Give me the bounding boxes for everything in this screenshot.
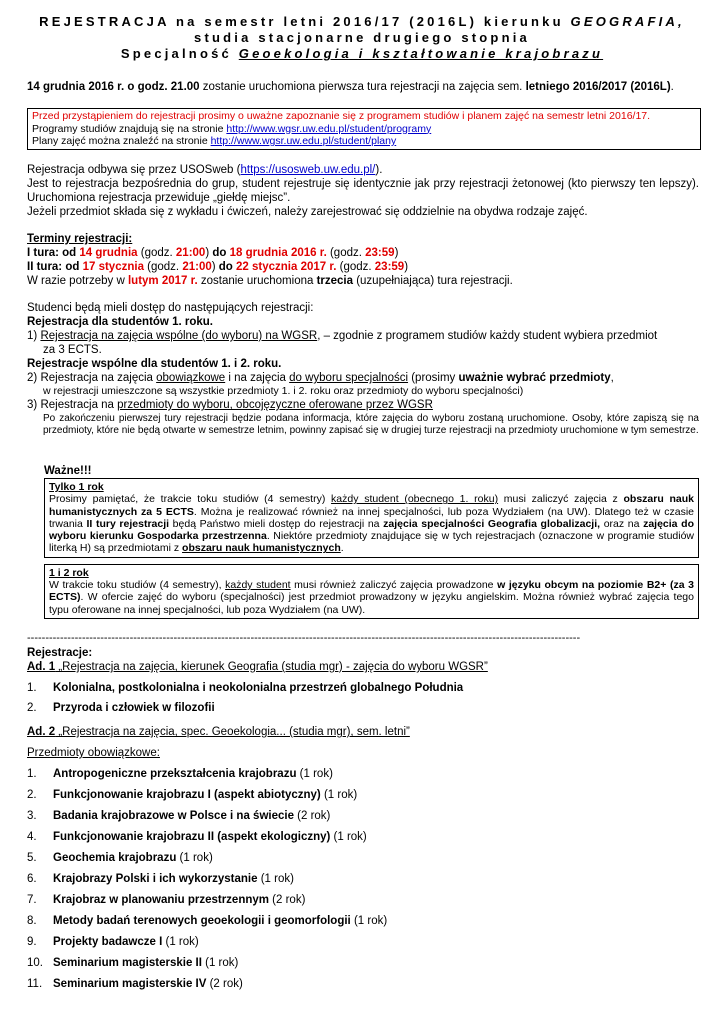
course-list-item bbox=[27, 977, 699, 991]
course-name: Seminarium magisterskie II bbox=[53, 957, 202, 969]
plans-line: Plany zajęć można znaleźć na stronie http://www.wgsr.uw.edu.pl/student/plany bbox=[32, 135, 397, 147]
course-name: Seminarium magisterskie IV bbox=[53, 978, 207, 990]
term-third: W razie potrzeby w lutym 2017 r. zostanie uruchomiona trzecia (uzupełniająca) tura rejestracji. bbox=[27, 275, 513, 287]
course-number: 8. bbox=[27, 915, 37, 927]
access-item-1-cont: za 3 ECTS. bbox=[43, 344, 102, 356]
course-list-item bbox=[27, 851, 699, 865]
course-name: Krajobraz w planowaniu przestrzennym bbox=[53, 894, 269, 906]
course-year: (1 rok) bbox=[257, 873, 294, 885]
course-year: (1 rok) bbox=[201, 957, 239, 969]
plans-link[interactable]: http://www.wgsr.uw.edu.pl/student/plany bbox=[210, 135, 397, 147]
course-list-item bbox=[27, 788, 699, 802]
usos-line: Rejestracja odbywa się przez USOSweb (https://usosweb.uw.edu.pl/). bbox=[27, 164, 383, 176]
access-intro: Studenci będą mieli dostęp do następujących rejestracji: bbox=[27, 302, 314, 314]
course-title bbox=[53, 851, 213, 865]
course-number: 9. bbox=[27, 936, 37, 948]
course-title bbox=[53, 681, 463, 695]
course-number: 4. bbox=[27, 831, 37, 843]
course-name: Metody badań terenowych geoekologii i geomorfologii bbox=[53, 915, 351, 927]
course-year: (1 rok) bbox=[320, 789, 358, 801]
course-name: Badania krajobrazowe w Polsce i na świecie bbox=[53, 810, 294, 822]
course-year: (1 rok) bbox=[176, 852, 213, 864]
registration-section bbox=[27, 646, 699, 998]
programs-line: Programy studiów znajdują się na stronie http://www.wgsr.uw.edu.pl/student/programy bbox=[32, 122, 432, 135]
course-title bbox=[53, 830, 367, 844]
box-2-text: W trakcie toku studiów (4 semestry), każdy student musi również zaliczyć zajęcia prowadzone w języku obcym na poziomie B2+ (za 3 ECTS). W ofercie zajęć do wyboru (specjalności) jest przedmiot prowadzony w języku angielskim. Można również wybrać zajęcia tego typu oferowane na innej specjalności, lub poza Wydziałem (na UW). bbox=[49, 579, 694, 616]
course-title bbox=[53, 872, 294, 886]
course-year: (2 rok) bbox=[268, 894, 306, 906]
course-year: (2 rok) bbox=[206, 978, 243, 990]
course-year: (2 rok) bbox=[293, 810, 331, 822]
course-list-item bbox=[27, 872, 699, 886]
course-title bbox=[53, 701, 215, 715]
access-heading-1: Rejestracja dla studentów 1. roku. bbox=[27, 316, 213, 328]
course-name: Funkcjonowanie krajobrazu II (aspekt ekologiczny) bbox=[53, 831, 331, 843]
notice-box bbox=[27, 108, 701, 150]
course-name: Przyroda i człowiek w filozofii bbox=[53, 702, 215, 714]
course-number: 3. bbox=[27, 810, 37, 822]
course-name: Funkcjonowanie krajobrazu I (aspekt abiotyczny) bbox=[53, 789, 321, 801]
course-number: 5. bbox=[27, 852, 37, 864]
notice-red-line: Przed przystąpieniem do rejestracji prosimy o uważne zapoznanie się z programem studiów i planem zajęć na semestr letni 2016/17. bbox=[32, 110, 651, 122]
course-year: (1 rok) bbox=[350, 915, 388, 927]
course-year: (1 rok) bbox=[162, 936, 199, 948]
box-1-text: Prosimy pamiętać, że trakcie toku studiów (4 semestry) każdy student (obecnego 1. roku) musi zaliczyć zajęcia z obszaru nauk humanistycznych za 5 ECTS. Można je realizować również na innej specjalności, lub poza Wydziałem (na UW). Dlatego też w czasie trwania II tury rejestracji będą Państwo mieli dostęp do rejestracji na zajęcia specjalności Geografia globalizacji, oraz na zajęcia do wyboru kierunku Gospodarka przestrzenna. Niektóre przedmioty znajdujące się w tych rejestracjach (oznaczone w programie studiów literką H) są przedmiotami z obszaru nauk humanistycznych. bbox=[49, 493, 695, 555]
important-heading: Ważne!!! bbox=[44, 465, 92, 477]
ad1-course-list bbox=[27, 681, 699, 715]
course-title bbox=[53, 767, 333, 781]
title-line-1: REJESTRACJA na semestr letni 2016/17 (2016L) kierunku GEOGRAFIA, bbox=[39, 14, 685, 29]
title-line-2: studia stacjonarne drugiego stopnia bbox=[194, 30, 530, 45]
access-section bbox=[27, 301, 699, 436]
term-first: I tura: od 14 grudnia (godz. 21:00) do 18 grudnia 2016 r. (godz. 23:59) bbox=[27, 247, 399, 259]
course-name: Geochemia krajobrazu bbox=[53, 852, 177, 864]
course-title bbox=[53, 809, 330, 823]
course-year: (1 rok) bbox=[296, 768, 333, 780]
course-title bbox=[53, 935, 199, 949]
course-list-item bbox=[27, 935, 699, 949]
course-title bbox=[53, 956, 238, 970]
course-list-item bbox=[27, 767, 699, 781]
terms-section bbox=[27, 232, 699, 288]
usos-note: Jeżeli przedmiot składa się z wykładu i ćwiczeń, należy zarejestrować się oddzielnie na obydwa rodzaje zajęć. bbox=[27, 206, 588, 218]
course-name: Krajobrazy Polski i ich wykorzystanie bbox=[53, 873, 258, 885]
access-item-1: 1) Rejestracja na zajęcia wspólne (do wyboru) na WGSR, – zgodnie z programem studiów każdy student wybiera przedmiot bbox=[27, 330, 658, 342]
course-number: 10. bbox=[27, 957, 43, 969]
separator-line: ------------------------------------------------------------------------------------------------------------------------------------------------------- bbox=[27, 632, 581, 644]
important-section bbox=[44, 464, 699, 619]
usos-section bbox=[27, 163, 699, 219]
course-number: 2. bbox=[27, 789, 37, 801]
course-name: Antropogeniczne przekształcenia krajobrazu bbox=[53, 768, 297, 780]
course-list-item bbox=[27, 893, 699, 907]
access-item-2-note: w rejestracji umieszczone są wszystkie przedmioty 1. i 2. roku oraz przedmioty do wyboru specjalności) bbox=[43, 385, 524, 397]
document-title bbox=[0, 0, 724, 62]
usos-description: Jest to rejestracja bezpośrednia do grup, student rejestruje się identycznie jak przy rejestracji żetonowej (kto pierwszy ten lepszy). Uruchomiona rejestracja przewiduje „giełdę miejsc”. bbox=[27, 178, 699, 204]
course-list-item bbox=[27, 681, 699, 695]
course-title bbox=[53, 977, 243, 991]
course-list-item bbox=[27, 701, 699, 715]
course-list-item bbox=[27, 809, 699, 823]
course-number: 1. bbox=[27, 768, 37, 780]
usosweb-link[interactable]: https://usosweb.uw.edu.pl/ bbox=[240, 164, 376, 176]
course-title bbox=[53, 914, 387, 928]
access-item-3: 3) Rejestracja na przedmioty do wyboru, obcojęzyczne oferowane przez WGSR bbox=[27, 399, 433, 411]
course-year: (1 rok) bbox=[330, 831, 367, 843]
mandatory-label: Przedmioty obowiązkowe: bbox=[27, 747, 160, 759]
intro-paragraph: 14 grudnia 2016 r. o godz. 21.00 zostanie uruchomiona pierwsza tura rejestracji na zajęcia sem. letniego 2016/2017 (2016L). bbox=[27, 81, 674, 93]
box-2-title: 1 i 2 rok bbox=[49, 566, 89, 579]
ad2-heading: Ad. 2 „Rejestracja na zajęcia, spec. Geoekologia... (studia mgr), sem. letni” bbox=[27, 726, 410, 738]
course-title bbox=[53, 788, 357, 802]
programs-link[interactable]: http://www.wgsr.uw.edu.pl/student/programy bbox=[226, 122, 432, 135]
course-list-item bbox=[27, 914, 699, 928]
important-box-2 bbox=[44, 564, 699, 619]
ad1-heading: Ad. 1 „Rejestracja na zajęcia, kierunek Geografia (studia mgr) - zajęcia do wyboru WGSR” bbox=[27, 661, 488, 673]
ad2-course-list bbox=[27, 767, 699, 991]
course-list-item bbox=[27, 956, 699, 970]
access-heading-2: Rejestracje wspólne dla studentów 1. i 2. roku. bbox=[27, 358, 282, 370]
important-box-1 bbox=[44, 478, 699, 558]
course-number: 6. bbox=[27, 873, 37, 885]
registration-heading: Rejestracje: bbox=[27, 647, 93, 659]
course-name: Kolonialna, postkolonialna i neokolonialna przestrzeń globalnego Południa bbox=[53, 682, 464, 694]
course-number: 11. bbox=[27, 978, 43, 990]
course-title bbox=[53, 893, 305, 907]
access-item-2: 2) Rejestracja na zajęcia obowiązkowe i na zajęcia do wyboru specjalności (prosimy uważnie wybrać przedmioty, bbox=[27, 372, 614, 384]
course-number: 7. bbox=[27, 894, 37, 906]
access-item-3-note: Po zakończeniu pierwszej tury rejestracji będzie podana informacja, które zajęcia do wyboru zostaną uruchomione. Osoby, które zapiszą się na przedmioty, które nie będą otwarte w semestrze letnim, powinny zapisać się w drugiej turze rejestracji na przedmioty uruchomione w tym semestrze. bbox=[43, 413, 699, 436]
title-line-3: Specjalność Geoekologia i kształtowanie krajobrazu bbox=[120, 46, 604, 61]
terms-heading: Terminy rejestracji: bbox=[27, 233, 133, 245]
term-second: II tura: od 17 stycznia (godz. 21:00) do 22 stycznia 2017 r. (godz. 23:59) bbox=[27, 261, 409, 273]
course-name: Projekty badawcze I bbox=[53, 936, 163, 948]
course-number: 1. bbox=[27, 682, 37, 694]
course-list-item bbox=[27, 830, 699, 844]
box-1-title: Tylko 1 rok bbox=[49, 481, 104, 493]
course-number: 2. bbox=[27, 702, 37, 714]
